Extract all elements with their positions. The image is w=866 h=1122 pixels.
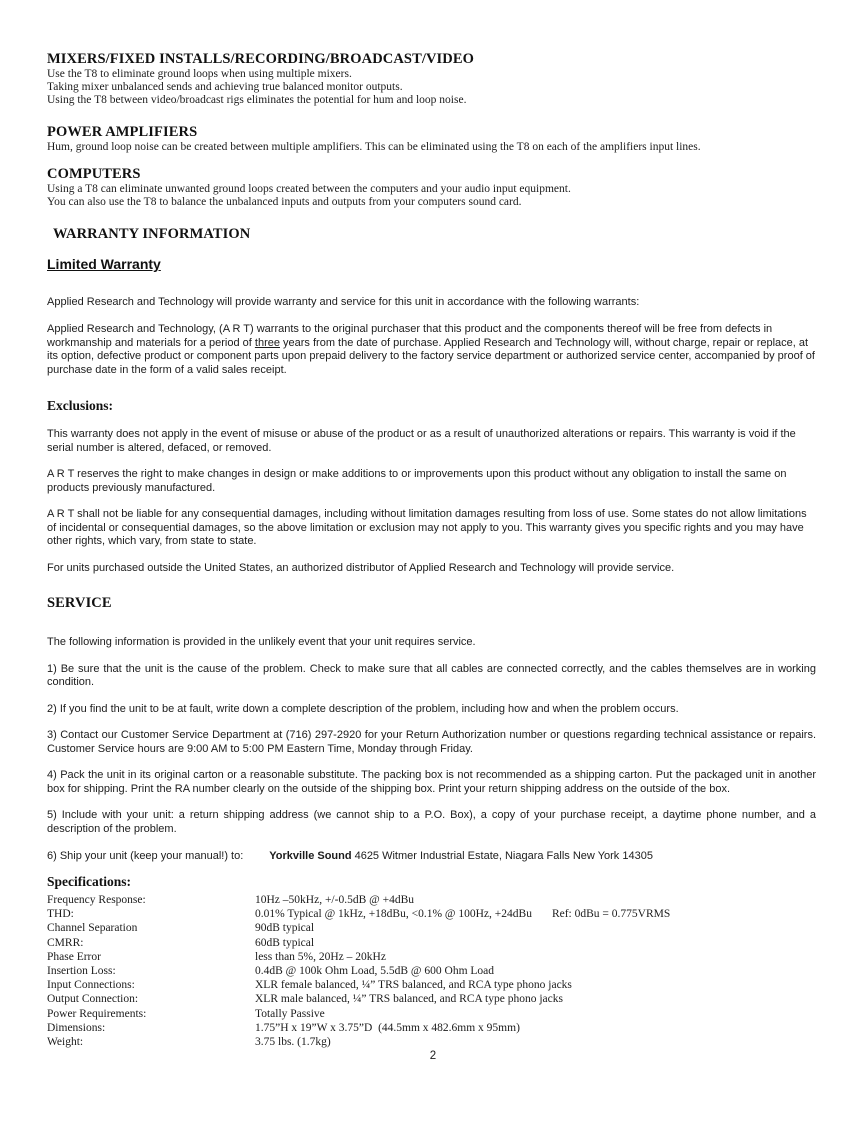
power-amplifiers-line: Hum, ground loop noise can be created between multiple amplifiers. This can be eliminated using the T8 on each of the amplifiers input lines. bbox=[47, 141, 701, 153]
spec-value: XLR female balanced, ¼” TRS balanced, and RCA type phono jacks bbox=[255, 979, 572, 992]
spec-row-weight bbox=[47, 1035, 816, 1049]
spec-label: THD: bbox=[47, 908, 74, 921]
spec-label: Phase Error bbox=[47, 950, 101, 963]
ship-address: 4625 Witmer Industrial Estate, Niagara Falls New York 14305 bbox=[354, 849, 653, 862]
ship-company-name: Yorkville Sound bbox=[269, 849, 352, 862]
section-mixers bbox=[47, 51, 816, 107]
spec-value: 10Hz –50kHz, +/-0.5dB @ +4dBu bbox=[255, 894, 414, 906]
computers-heading: COMPUTERS bbox=[47, 166, 141, 182]
exclusion-paragraph: For units purchased outside the United States, an authorized distributor of Applied Research and Technology will provide service. bbox=[47, 561, 675, 574]
mixers-line: Use the T8 to eliminate ground loops when using multiple mixers. bbox=[47, 68, 352, 80]
exclusion-paragraph: A R T shall not be liable for any consequential damages, including without limitation damages resulting from loss of use. Some states do not allow limitations of incidental or consequential damages, so the above limitation or exclusion may not apply to you. This warranty gives you specific rights and you may have other rights, which vary, from state to state. bbox=[47, 508, 807, 547]
spec-row-channel-separation bbox=[47, 921, 816, 935]
specifications-heading: Specifications: bbox=[47, 874, 131, 889]
exclusion-paragraph: A R T reserves the right to make changes in design or make additions to or improvements upon this product without any obligation to install the same on products previously manufactured. bbox=[47, 468, 787, 494]
spec-row-dimensions bbox=[47, 1021, 816, 1035]
spec-reference-note: Ref: 0dBu = 0.775VRMS bbox=[551, 908, 671, 921]
spec-label: CMRR: bbox=[47, 936, 84, 949]
limited-warranty-heading: Limited Warranty bbox=[47, 256, 161, 272]
spec-label: Frequency Response: bbox=[47, 894, 146, 906]
spec-value: 90dB typical bbox=[255, 922, 315, 935]
warranty-paragraph bbox=[47, 323, 816, 377]
spec-value: XLR male balanced, ¼” TRS balanced, and RCA type phono jacks bbox=[255, 993, 563, 1006]
service-step-ship bbox=[47, 850, 816, 864]
page-number: 2 bbox=[429, 1050, 437, 1062]
service-step: 2) If you find the unit to be at fault, write down a complete description of the problem, including how and when the problem occurs. bbox=[47, 702, 679, 715]
spec-value: 60dB typical bbox=[255, 936, 315, 949]
mixers-heading: MIXERS/FIXED INSTALLS/RECORDING/BROADCAST/VIDEO bbox=[47, 51, 475, 67]
warranty-paragraph-text: Applied Research and Technology, (A R T) warrants to the original purchaser that this product and the components thereof will be free from defects in workmanship and materials for a period of bbox=[47, 323, 773, 349]
service-step: 5) Include with your unit: a return shipping address (we cannot ship to a P.O. Box), a copy of your purchase receipt, a daytime phone number, and a description of the problem. bbox=[47, 809, 816, 835]
service-intro: The following information is provided in the unlikely event that your unit requires service. bbox=[47, 636, 476, 648]
spec-row-frequency-response bbox=[47, 893, 816, 907]
section-warranty bbox=[47, 226, 816, 575]
spec-value: less than 5%, 20Hz – 20kHz bbox=[255, 950, 386, 963]
spec-value: Totally Passive bbox=[255, 1007, 325, 1020]
specifications-table bbox=[47, 893, 816, 1049]
spec-label: Channel Separation bbox=[47, 922, 138, 935]
spec-row-cmrr bbox=[47, 936, 816, 950]
warranty-paragraph-text: years from the date of purchase. Applied Research and Technology will, without charge, repair or replace, at its option, defective product or component parts upon prepaid delivery to the factory service department or authorized service center, accompanied by proof of purchase date in the form of a valid sales receipt. bbox=[47, 336, 815, 376]
spec-row-thd bbox=[47, 907, 816, 921]
section-service bbox=[47, 595, 816, 863]
computers-line: Using a T8 can eliminate unwanted ground loops created between the computers and your audio input equipment. bbox=[47, 183, 571, 195]
underlined-word: three bbox=[254, 336, 280, 349]
ship-prefix: 6) Ship your unit (keep your manual!) to: bbox=[47, 849, 244, 862]
spec-row-phase-error bbox=[47, 950, 816, 964]
spec-row-output-connection bbox=[47, 992, 816, 1006]
warranty-paragraph: Applied Research and Technology will provide warranty and service for this unit in accordance with the following warrants: bbox=[47, 296, 640, 308]
service-step: 4) Pack the unit in its original carton or a reasonable substitute. The packing box is not recommended as a shipping carton. Put the packaged unit in another box for shipping. Print the RA number clearly on the outside of the shipping box. Print your return shipping address on the outside of the box. bbox=[47, 769, 816, 795]
section-specifications bbox=[47, 874, 816, 1049]
spec-value: 0.01% Typical @ 1kHz, +18dBu, <0.1% @ 100Hz, +24dBu bbox=[255, 908, 532, 921]
spec-row-power-requirements bbox=[47, 1007, 816, 1021]
spec-row-insertion-loss bbox=[47, 964, 816, 978]
service-step: 1) Be sure that the unit is the cause of the problem. Check to make sure that all cables are connected correctly, and the cables themselves are in working condition. bbox=[47, 662, 816, 688]
spec-row-input-connections bbox=[47, 978, 816, 992]
warranty-information-heading: WARRANTY INFORMATION bbox=[53, 226, 251, 242]
computers-line: You can also use the T8 to balance the unbalanced inputs and outputs from your computers sound card. bbox=[47, 196, 522, 208]
service-heading: SERVICE bbox=[47, 595, 112, 611]
exclusions-heading: Exclusions: bbox=[47, 398, 114, 413]
spec-value: 3.75 lbs. (1.7kg) bbox=[255, 1036, 331, 1049]
power-amplifiers-heading: POWER AMPLIFIERS bbox=[47, 124, 198, 140]
spec-label: Output Connection: bbox=[47, 993, 139, 1006]
section-power-amplifiers bbox=[47, 124, 816, 154]
spec-value: 1.75”H x 19”W x 3.75”D (44.5mm x 482.6mm x 95mm) bbox=[255, 1021, 520, 1034]
exclusion-paragraph: This warranty does not apply in the event of misuse or abuse of the product or as a result of unauthorized alterations or repairs. This warranty is void if the serial number is altered, defaced, or removed. bbox=[47, 428, 796, 454]
spec-label: Input Connections: bbox=[47, 979, 135, 992]
spec-label: Weight: bbox=[47, 1036, 84, 1049]
spec-label: Power Requirements: bbox=[47, 1007, 147, 1020]
mixers-line: Taking mixer unbalanced sends and achieving true balanced monitor outputs. bbox=[47, 81, 403, 93]
spec-label: Insertion Loss: bbox=[47, 965, 116, 978]
service-step: 3) Contact our Customer Service Department at (716) 297-2920 for your Return Authorization number or questions regarding technical assistance or repairs. Customer Service hours are 9:00 AM to 5:00 PM Eastern Time, Monday through Friday. bbox=[47, 729, 816, 755]
mixers-line: Using the T8 between video/broadcast rigs eliminates the potential for hum and loop noise. bbox=[47, 94, 467, 106]
spec-value: 0.4dB @ 100k Ohm Load, 5.5dB @ 600 Ohm Load bbox=[255, 965, 495, 978]
section-computers bbox=[47, 166, 816, 209]
spec-label: Dimensions: bbox=[47, 1021, 106, 1034]
